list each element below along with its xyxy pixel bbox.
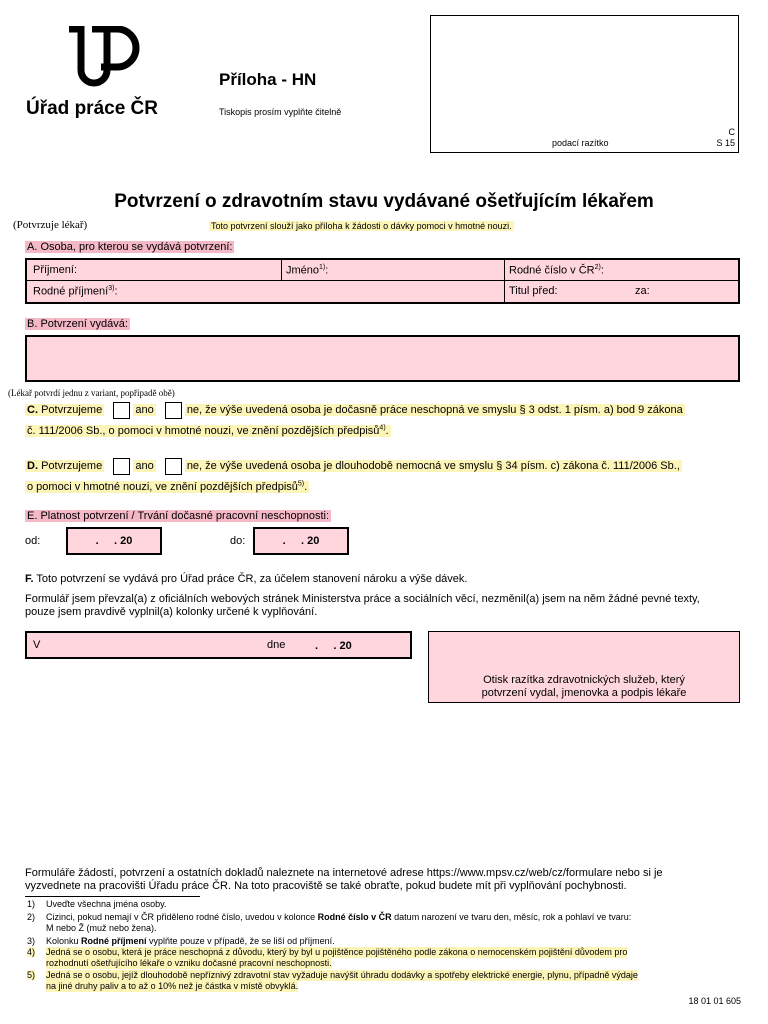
section-a-heading: A. Osoba, pro kterou se vydává potvrzení:: [27, 241, 233, 253]
stamp-text-1: Otisk razítka zdravotnických služeb, který: [483, 674, 685, 686]
title-before-field[interactable]: Titul před:: [509, 285, 558, 297]
section-f-text: F. Toto potvrzení se vydává pro Úřad práce ČR, za účelem stanovení nároku a výše dávek.: [25, 573, 468, 585]
from-label: od:: [25, 535, 41, 547]
section-d-line1: ne, že výše uvedená osoba je dlouhodobě nemocná ve smyslu § 34 písm. c) zákona č. 111/2006 Sb.,: [186, 460, 680, 473]
form-subtitle: Tiskopis prosím vyplňte čitelně: [219, 107, 342, 117]
surname-field[interactable]: Příjmení:: [33, 264, 78, 276]
confirm-note: (Potvrzuje lékař): [13, 219, 88, 231]
footnote-3-num: 3): [27, 936, 36, 946]
footnote-1-num: 1): [27, 899, 36, 909]
section-c-yes-label: ano: [135, 404, 154, 417]
section-b-heading: B. Potvrzení vydává:: [27, 318, 128, 330]
footnote-5-num: 5): [27, 970, 36, 980]
stamp-code-s: S 15: [716, 138, 735, 148]
from-date-field[interactable]: . . 20: [66, 527, 162, 555]
name-field[interactable]: Jméno$^{1)}$:: [286, 264, 329, 277]
section-c: C. Potvrzujeme ano ne, že výše uvedená osoba je dočasně práce neschopná ve smyslu § 3 odst. 1 písm. a) bod 9 zákona č. 111/2006 Sb., o pomoci v hmotné nouzi, ve znění pozdějších předpisů$^{4)}$.: [25, 402, 740, 437]
birth-number-field[interactable]: Rodné číslo v ČR$^{2)}$:: [509, 264, 604, 277]
section-d-yes-checkbox[interactable]: [113, 458, 130, 475]
variant-note: (Lékař potvrdí jednu z variant, popřípadě obě): [8, 388, 175, 398]
footnote-4-line1: Jedná se o osobu, která je práce neschopná z důvodu, který by byl u pojištěnce pojištěného podle zákona o nemocenském pojištění důvodem pro: [46, 947, 628, 957]
form-title: Příloha - HN: [219, 70, 317, 89]
form-code: 18 01 01 605: [688, 996, 741, 1006]
stamp-box: [430, 15, 739, 153]
footnote-5-line2: na jiné druhy paliv a to až o 10% než je částka v místě obvyklá.: [46, 981, 299, 991]
declaration-line-2: pouze jsem pravdivě vyplnil(a) kolonky určené k vyplňování.: [25, 606, 318, 618]
section-d-line2: o pomoci v hmotné nouzi, ve znění pozdějších předpisů$^{5)}$.: [27, 480, 308, 493]
section-e-heading: E. Platnost potvrzení / Trvání dočasné pracovní neschopnosti:: [27, 510, 330, 522]
footnote-4-num: 4): [27, 947, 36, 957]
footnote-1-text: Uveďte všechna jména osoby.: [46, 899, 167, 909]
page-title: Potvrzení o zdravotním stavu vydávané ošetřujícím lékařem: [114, 191, 654, 212]
person-table: [25, 258, 740, 304]
section-d-letter: D.: [27, 460, 38, 473]
section-c-yes-checkbox[interactable]: [113, 402, 130, 419]
stamp-code-c: C: [728, 127, 735, 137]
to-date-field[interactable]: . . 20: [253, 527, 349, 555]
place-label: V: [33, 639, 41, 651]
declaration-line-1: Formulář jsem převzal(a) z oficiálních webových stránek Ministerstva práce a sociálních věcí, nezměnil(a) jsem na něm žádné pevné texty,: [25, 593, 700, 605]
section-d-yes-label: ano: [135, 460, 154, 473]
intro-note: Toto potvrzení slouží jako příloha k žádosti o dávky pomoci v hmotné nouzi.: [211, 221, 512, 231]
stamp-text-2: potvrzení vydal, jmenovka a podpis lékaře: [481, 687, 687, 699]
footnote-5-line1: Jedná se o osobu, jejíž dlouhodobě nepříznivý zdravotní stav vyžaduje navýšit úhradu dodávky a spotřeby elektrické energie, plynu, případně výdaje: [46, 970, 638, 980]
maiden-name-field[interactable]: Rodné příjmení$^{3)}$:: [33, 285, 118, 298]
place-date-field[interactable]: [25, 631, 412, 659]
doctor-stamp-field[interactable]: [428, 631, 740, 703]
up-logo-icon: [66, 26, 140, 94]
footnote-2-num: 2): [27, 912, 36, 922]
section-d: D. Potvrzujeme ano ne, že výše uvedená osoba je dlouhodobě nemocná ve smyslu § 34 písm. c) zákona č. 111/2006 Sb., o pomoci v hmotné nouzi, ve znění pozdějších předpisů$^{5)}$.: [25, 458, 740, 493]
footnote-3-text: Kolonku Rodné příjmení vyplňte pouze v případě, že se liší od příjmení.: [46, 936, 335, 946]
footnote-divider: [25, 896, 200, 897]
date-label: dne: [267, 639, 286, 651]
org-name: Úřad práce ČR: [26, 98, 158, 119]
section-c-no-checkbox[interactable]: [165, 402, 182, 419]
footnote-2-line2: M nebo Ž (muž nebo žena).: [46, 923, 157, 933]
issuer-field[interactable]: [25, 335, 740, 382]
section-c-line2: č. 111/2006 Sb., o pomoci v hmotné nouzi, ve znění pozdějších předpisů$^{4)}$.: [27, 424, 389, 437]
date-value: . . 20: [315, 640, 352, 652]
footnote-4-line2: rozhodnutí ošetřujícího lékaře o vzniku dočasné pracovní neschopnosti.: [46, 958, 332, 968]
to-label: do:: [230, 535, 246, 547]
section-c-line1: ne, že výše uvedená osoba je dočasně práce neschopná ve smyslu § 3 odst. 1 písm. a) bod 9 zákona: [186, 404, 683, 417]
footer-info-2: vyzvednete na pracovišti Úřadu práce ČR. Na toto pracoviště se také obraťte, pokud budete mít při vyplňování pochybnosti.: [25, 880, 627, 892]
footer-info-1: Formuláře žádostí, potvrzení a ostatních dokladů naleznete na internetové adrese https://www.mpsv.cz/web/cz/formulare nebo si je: [25, 867, 663, 879]
stamp-label: podací razítko: [552, 138, 609, 148]
footnote-2-text: Cizinci, pokud nemají v ČR přiděleno rodné číslo, uvedou v kolonce Rodné číslo v ČR datum narození ve tvaru den, měsíc, rok a pohlaví ve tvaru:: [46, 912, 632, 922]
title-after-field[interactable]: za:: [635, 285, 650, 297]
section-c-letter: C.: [27, 404, 38, 417]
section-d-no-checkbox[interactable]: [165, 458, 182, 475]
